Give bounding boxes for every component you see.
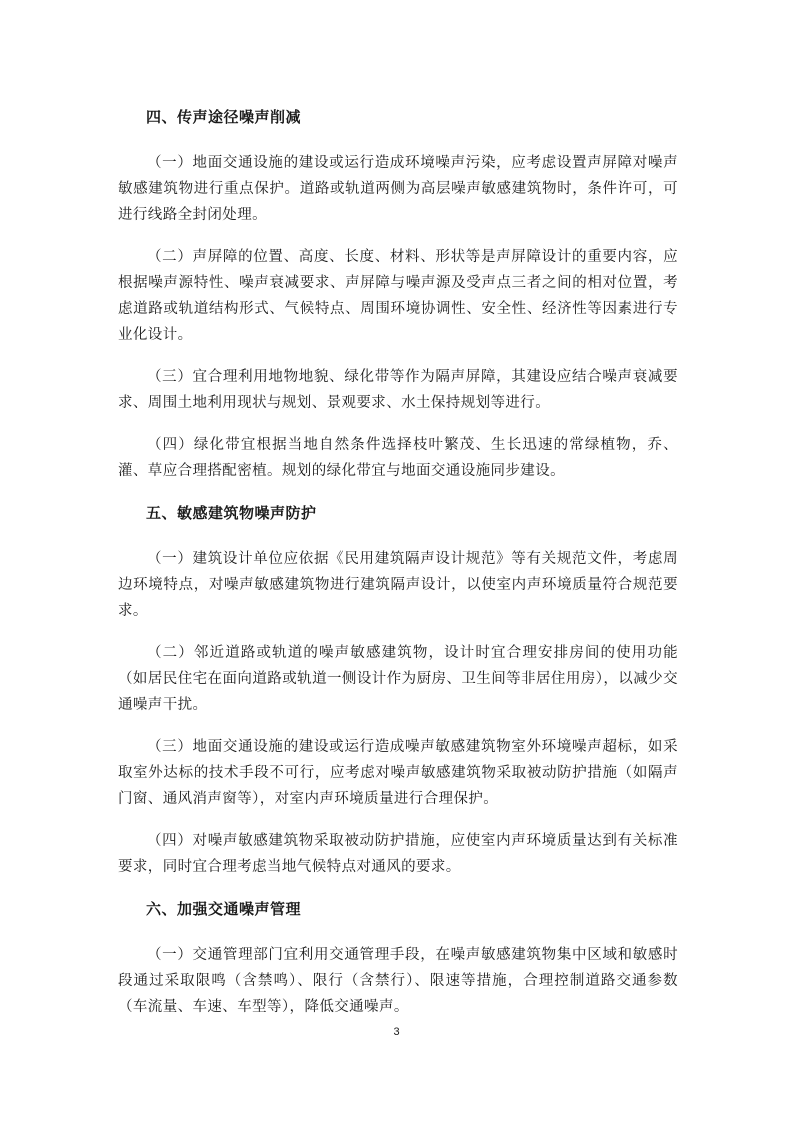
paragraph: （二）声屏障的位置、高度、长度、材料、形状等是声屏障设计的重要内容，应根据噪声源特性、噪声衰减要求、声屏障与噪声源及受声点三者之间的相对位置，考虑道路或轨道结构形式、气候特点、周围环境协调性、安全性、经济性等因素进行专业化设计。 [118,249,678,343]
section-sensitive-building-protection [118,500,678,880]
paragraph: （一）交通管理部门宜利用交通管理手段，在噪声敏感建筑物集中区域和敏感时段通过采取限鸣（含禁鸣）、限行（含禁行）、限速等措施，合理控制道路交通参数（车流量、车速、车型等），降低交通噪声。 [118,947,678,1015]
section-traffic-noise-management [118,896,678,1020]
section-heading: 五、敏感建筑物噪声防护 [146,504,317,522]
paragraph: （三）宜合理利用地物地貌、绿化带等作为隔声屏障，其建设应结合噪声衰减要求、周围土地利用现状与规划、景观要求、水土保持规划等进行。 [118,369,678,411]
document-body [118,104,678,1036]
section-noise-reduction-path [118,104,678,484]
section-heading: 六、加强交通噪声管理 [146,900,302,918]
paragraph: （二）邻近道路或轨道的噪声敏感建筑物，设计时宜合理安排房间的使用功能（如居民住宅在面向道路或轨道一侧设计作为厨房、卫生间等非居住用房），以减少交通噪声干扰。 [118,645,678,713]
paragraph: （四）绿化带宜根据当地自然条件选择枝叶繁茂、生长迅速的常绿植物，乔、灌、草应合理搭配密植。规划的绿化带宜与地面交通设施同步建设。 [118,437,678,479]
paragraph: （三）地面交通设施的建设或运行造成噪声敏感建筑物室外环境噪声超标，如采取室外达标的技术手段不可行，应考虑对噪声敏感建筑物采取被动防护措施（如隔声门窗、通风消声窗等），对室内声环境质量进行合理保护。 [118,739,678,807]
paragraph: （四）对噪声敏感建筑物采取被动防护措施，应使室内声环境质量达到有关标准要求，同时宜合理考虑当地气候特点对通风的要求。 [118,833,678,875]
section-heading: 四、传声途径噪声削减 [146,108,302,126]
paragraph: （一）建筑设计单位应依据《民用建筑隔声设计规范》等有关规范文件，考虑周边环境特点，对噪声敏感建筑物进行建筑隔声设计，以使室内声环境质量符合规范要求。 [118,551,678,619]
page-number: 3 [393,1026,400,1038]
paragraph: （一）地面交通设施的建设或运行造成环境噪声污染，应考虑设置声屏障对噪声敏感建筑物进行重点保护。道路或轨道两侧为高层噪声敏感建筑物时，条件许可，可进行线路全封闭处理。 [118,155,678,223]
